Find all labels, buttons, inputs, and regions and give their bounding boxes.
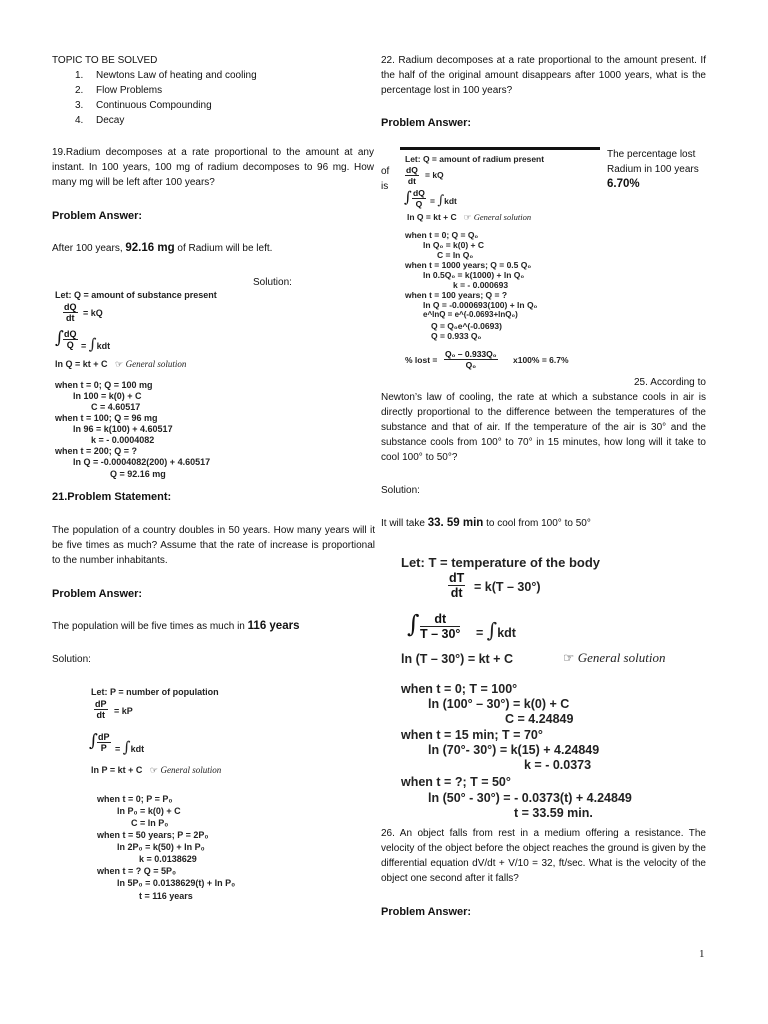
solution-line: Q = Q₀e^(-0.0693) (431, 321, 502, 331)
solution-line: ln 96 = k(100) + 4.60517 (73, 424, 173, 434)
solution-fraction-rhs: = kQ (425, 170, 444, 180)
problem-22-question: 22. Radium decomposes at a rate proportional to the amount present. If the half of the original amount disappears after 1000 years, what is the percentage lost in 100 years? (381, 55, 706, 96)
solution-line: C = 4.60517 (91, 402, 141, 412)
solution-percent-rhs: x100% = 6.7% (513, 355, 569, 365)
solution-integral-eq: = ∫kdt (81, 335, 111, 353)
solution-general: ln Q = kt + C ☞ General solution (407, 212, 532, 223)
problem-19-answer-heading: Problem Answer: (52, 210, 143, 222)
problem-22-is: is (381, 181, 389, 192)
solution-line: Q = 0.933 Q₀ (431, 331, 482, 341)
solution-line: when t = 100 years; Q = ? (405, 290, 508, 300)
integral-symbol: ∫ (437, 193, 445, 208)
solution-line: when t = 200; Q = ? (55, 446, 138, 456)
solution-line: ln Q = -0.000693(100) + ln Q₀ (423, 300, 538, 310)
solution-line: ln (70°- 30°) = k(15) + 4.24849 (428, 743, 600, 757)
solution-line: ln Q₀ = k(0) + C (423, 240, 484, 250)
solution-line: e^lnQ = e^(-0.0693+lnQ₀) (423, 310, 518, 319)
topic-item: Newtons Law of heating and cooling (96, 70, 257, 81)
problem-25-solution-label: Solution: (381, 485, 420, 496)
problem-19-answer-value: 92.16 mg (125, 242, 175, 254)
solution-integral-eq: = ∫kdt (430, 193, 457, 208)
solution-line: when t = 0; T = 100° (401, 682, 518, 696)
integral-symbol: ∫ (89, 731, 98, 751)
solution-line: C = ln P₀ (131, 818, 169, 828)
solution-fraction-rhs: = kP (114, 706, 133, 716)
problem-21-answer-value: 116 years (247, 620, 300, 632)
topic-item: Continuous Compounding (96, 100, 212, 111)
solution-let: Let: P = number of population (91, 687, 219, 697)
solution-line: when t = 0; Q = 100 mg (55, 380, 153, 390)
topic-number: 1. (75, 70, 84, 81)
solution-line: ln 2P₀ = k(50) + ln P₀ (117, 842, 205, 852)
solution-line: when t = 15 min; T = 70° (401, 728, 543, 742)
solution-line: ln 0.5Q₀ = k(1000) + ln Q₀ (423, 270, 525, 280)
solution-integral-fraction: $\frac{dt}{T - 30^\circ}$ (420, 612, 461, 641)
problem-21-solution-label: Solution: (52, 654, 91, 665)
topic-number: 2. (75, 85, 84, 96)
solution-fraction: $\frac{dQ}{dt}$ (406, 165, 418, 186)
solution-line: ln Q = -0.0004082(200) + 4.60517 (73, 457, 211, 467)
solution-fraction: $\frac{dP}{dt}$ (95, 699, 107, 720)
solution-line: k = 0.0138629 (139, 854, 197, 864)
topic-number: 4. (75, 115, 84, 126)
topic-number: 3. (75, 100, 84, 111)
pointing-hand-icon: ☞ (149, 766, 158, 776)
problem-25-answer-value: 33. 59 min (427, 517, 484, 529)
pointing-hand-icon: ☞ (563, 650, 575, 665)
solution-line: when t = ?; T = 50° (401, 775, 511, 789)
solution-line: when t = 50 years; P = 2P₀ (97, 830, 209, 840)
solution-integral-eq: = ∫kdt (115, 738, 145, 756)
solution-line: ln (100° – 30°) = k(0) + C (428, 697, 570, 711)
integral-symbol: ∫ (55, 328, 64, 348)
problem-21-heading: 21.Problem Statement: (52, 491, 172, 503)
solution-let: Let: Q = amount of radium present (405, 154, 545, 164)
integral-symbol: ∫ (407, 610, 420, 638)
image-top-border (400, 147, 600, 150)
solution-line: C = 4.24849 (505, 712, 574, 726)
solution-fraction-rhs: = kQ (83, 308, 103, 318)
solution-line: Q = 92.16 mg (110, 469, 166, 479)
problem-19-question: 19.Radium decomposes at a rate proportional to the amount at any instant. In 100 years, 100 mg of radium decomposes to 96 mg. How many mg will be left after 100 years? (52, 147, 374, 188)
integral-symbol: ∫ (486, 618, 498, 642)
solution-line: when t = 100; Q = 96 mg (55, 413, 158, 423)
problem-21-answer: The population will be five times as much in 116 years (52, 620, 300, 632)
solution-line: t = 33.59 min. (514, 806, 593, 820)
solution-general: ln Q = kt + C ☞ General solution (55, 359, 187, 370)
integral-symbol: ∫ (88, 335, 97, 353)
solution-integral-eq: = ∫kdt (476, 618, 516, 642)
problem-19-answer: After 100 years, 92.16 mg of Radium will be left. (52, 242, 273, 254)
pointing-hand-icon: ☞ (115, 360, 124, 370)
problem-19-solution-label: Solution: (253, 277, 292, 288)
solution-line: k = - 0.0373 (524, 758, 592, 772)
solution-line: ln 100 = k(0) + C (73, 391, 142, 401)
problem-21-answer-heading: Problem Answer: (52, 588, 143, 600)
problem-21-question: The population of a country doubles in 50 years. How many years will it be five times as much? Assume that the rate of increase is proportional to the number inhabitants. (52, 525, 375, 566)
solution-line: when t = ? Q = 5P₀ (97, 866, 177, 876)
problem-26-answer-heading: Problem Answer: (381, 906, 472, 918)
solution-line: ln P₀ = k(0) + C (117, 806, 181, 816)
solution-line: k = - 0.000693 (453, 280, 509, 290)
solution-line: C = ln Q₀ (437, 250, 474, 260)
solution-line: ln 5P₀ = 0.0138629(t) + ln P₀ (117, 878, 236, 888)
page-number: 1 (699, 948, 705, 960)
integral-symbol: ∫ (122, 738, 131, 756)
problem-25-answer: It will take 33. 59 min to cool from 100° to 50° (381, 517, 591, 529)
pointing-hand-icon: ☞ (463, 213, 472, 223)
problem-22-answer: The percentage lost Radium in 100 years 6.70% (607, 149, 699, 190)
solution-fraction-rhs: = k(T – 30°) (474, 580, 541, 594)
integral-symbol: ∫ (404, 188, 412, 206)
solution-line: t = 116 years (139, 891, 193, 901)
solution-line: k = - 0.0004082 (91, 435, 155, 445)
topic-item: Flow Problems (96, 85, 163, 96)
solution-fraction: $\frac{dT}{dt}$ (449, 571, 465, 600)
problem-25-question: 25. According to Newton’s law of cooling, the rate at which a substance cools in air is directly proportional to the difference between the temperatures of the substance and that of air. If the temperature of the air is 30° and the substance cools from 100° to 70° in 15 minutes, how long will it take to cool 100° to 50°? (381, 377, 706, 463)
solution-line: when t = 0; P = P₀ (97, 794, 173, 804)
solution-general-label: ☞ General solution (563, 650, 666, 665)
solution-fraction: $\frac{dQ}{dt}$ (64, 302, 77, 323)
solution-line: when t = 1000 years; Q = 0.5 Q₀ (405, 260, 532, 270)
solution-integral-fraction: $\frac{dQ}{Q}$ (413, 188, 425, 209)
solution-percent-lhs: % lost = (405, 355, 438, 365)
topic-item: Decay (96, 115, 125, 126)
solution-percent-fraction: $\frac{\text{Q₀ – 0.933Q₀}}{\text{Q₀}}$ (445, 349, 497, 370)
solution-line: ln (50° - 30°) = - 0.0373(t) + 4.24849 (428, 791, 632, 805)
problem-22-answer-heading: Problem Answer: (381, 117, 472, 129)
topics-heading: TOPIC TO BE SOLVED (52, 55, 158, 66)
solution-general-lhs: ln (T – 30°) = kt + C (401, 652, 513, 666)
solution-integral-fraction: $\frac{dQ}{Q}$ (64, 329, 77, 350)
solution-let: Let: Q = amount of substance present (55, 290, 217, 300)
solution-let: Let: T = temperature of the body (401, 555, 600, 570)
solution-line: when t = 0; Q = Q₀ (405, 230, 479, 240)
problem-22-of: of (381, 166, 390, 177)
problem-22-answer-value: 6.70% (607, 178, 640, 190)
solution-general: ln P = kt + C ☞ General solution (91, 765, 222, 776)
problem-26-question: 26. An object falls from rest in a medium offering a resistance. The velocity of the object before the object reaches the ground is given by the differential equation dV/dt + V/10 = 32, ft/sec. What is the velocity of the object one second after it falls? (381, 828, 706, 884)
solution-integral-fraction: $\frac{dP}{P}$ (98, 732, 110, 753)
